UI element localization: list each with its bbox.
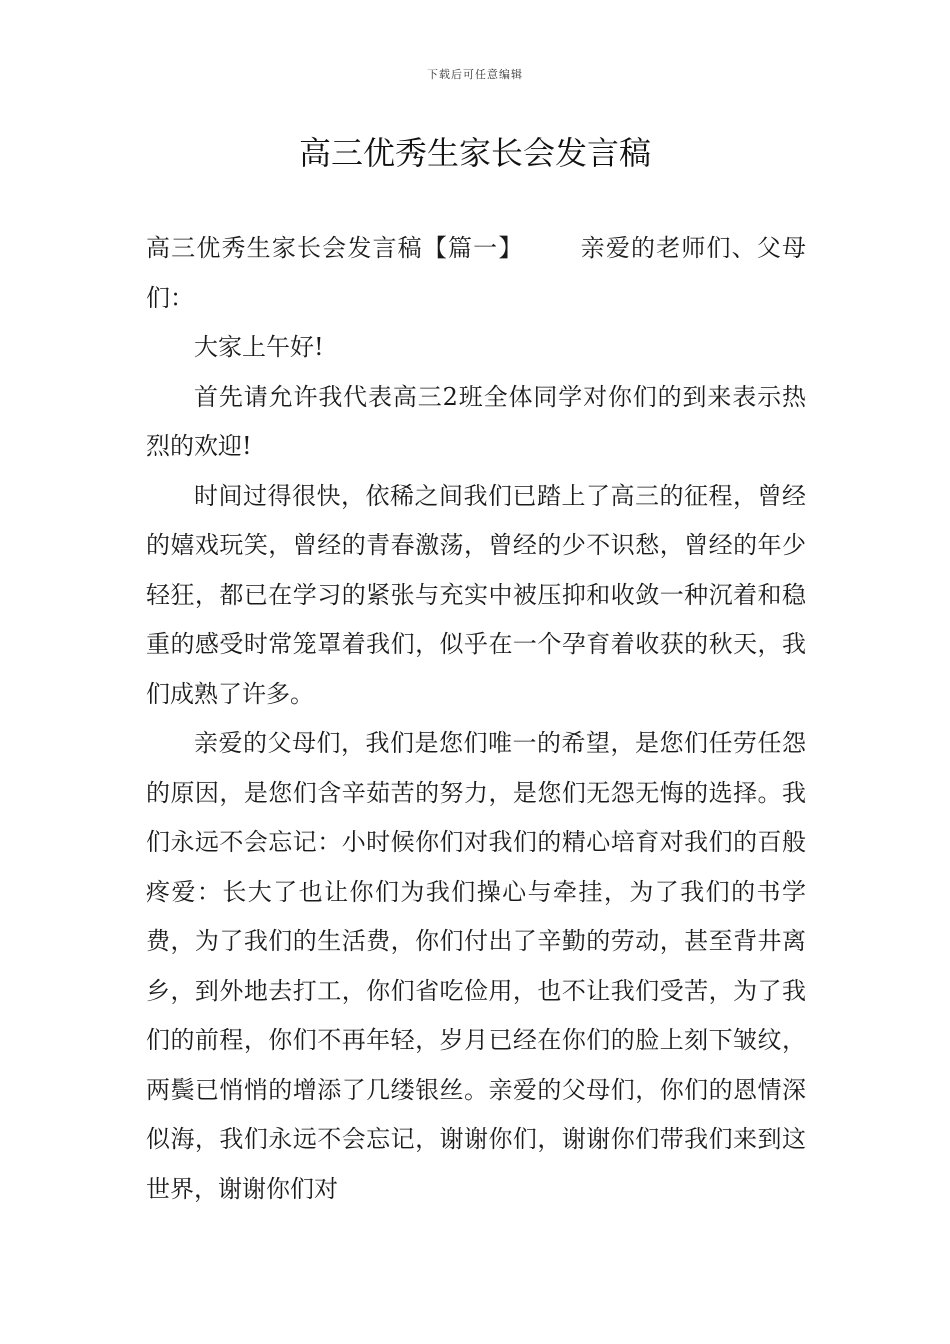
section-heading: 高三优秀生家长会发言稿【篇一】: [146, 234, 524, 262]
header-note: 下载后可任意编辑: [427, 68, 523, 81]
document-title: 高三优秀生家长会发言稿: [298, 134, 651, 172]
paragraph: 大家上午好!: [194, 333, 324, 361]
document-body: [146, 224, 806, 1214]
paragraph: 亲爱的父母们，我们是您们唯一的希望，是您们任劳任怨的原因，是您们含辛茹苦的努力，是您们无怨无悔的选择。我们永远不会忘记：小时候你们对我们的精心培育对我们的百般疼爱：长大了也让你们为我们操心与牵挂，为了我们的书学费，为了我们的生活费，你们付出了辛勤的劳动，甚至背井离乡，到外地去打工，你们省吃俭用，也不让我们受苦，为了我们的前程，你们不再年轻，岁月已经在你们的脸上刻下皱纹，两鬓已悄悄的增添了几缕银丝。亲爱的父母们，你们的恩情深似海，我们永远不会忘记，谢谢你们，谢谢你们带我们来到这世界，谢谢你们对: [146, 729, 806, 1203]
opening-line: [146, 224, 806, 323]
paragraph: 首先请允许我代表高三2班全体同学对你们的到来表示热烈的欢迎!: [146, 382, 806, 460]
paragraph: 时间过得很快，依稀之间我们已踏上了高三的征程，曾经的嬉戏玩笑，曾经的青春激荡，曾经的少不识愁，曾经的年少轻狂，都已在学习的紧张与充实中被压抑和收敛一种沉着和稳重的感受时常笼罩着我们，似乎在一个孕育着收获的秋天，我们成熟了许多。: [146, 481, 806, 708]
greeting-text: 亲爱的老师们、父母们：: [146, 234, 806, 312]
